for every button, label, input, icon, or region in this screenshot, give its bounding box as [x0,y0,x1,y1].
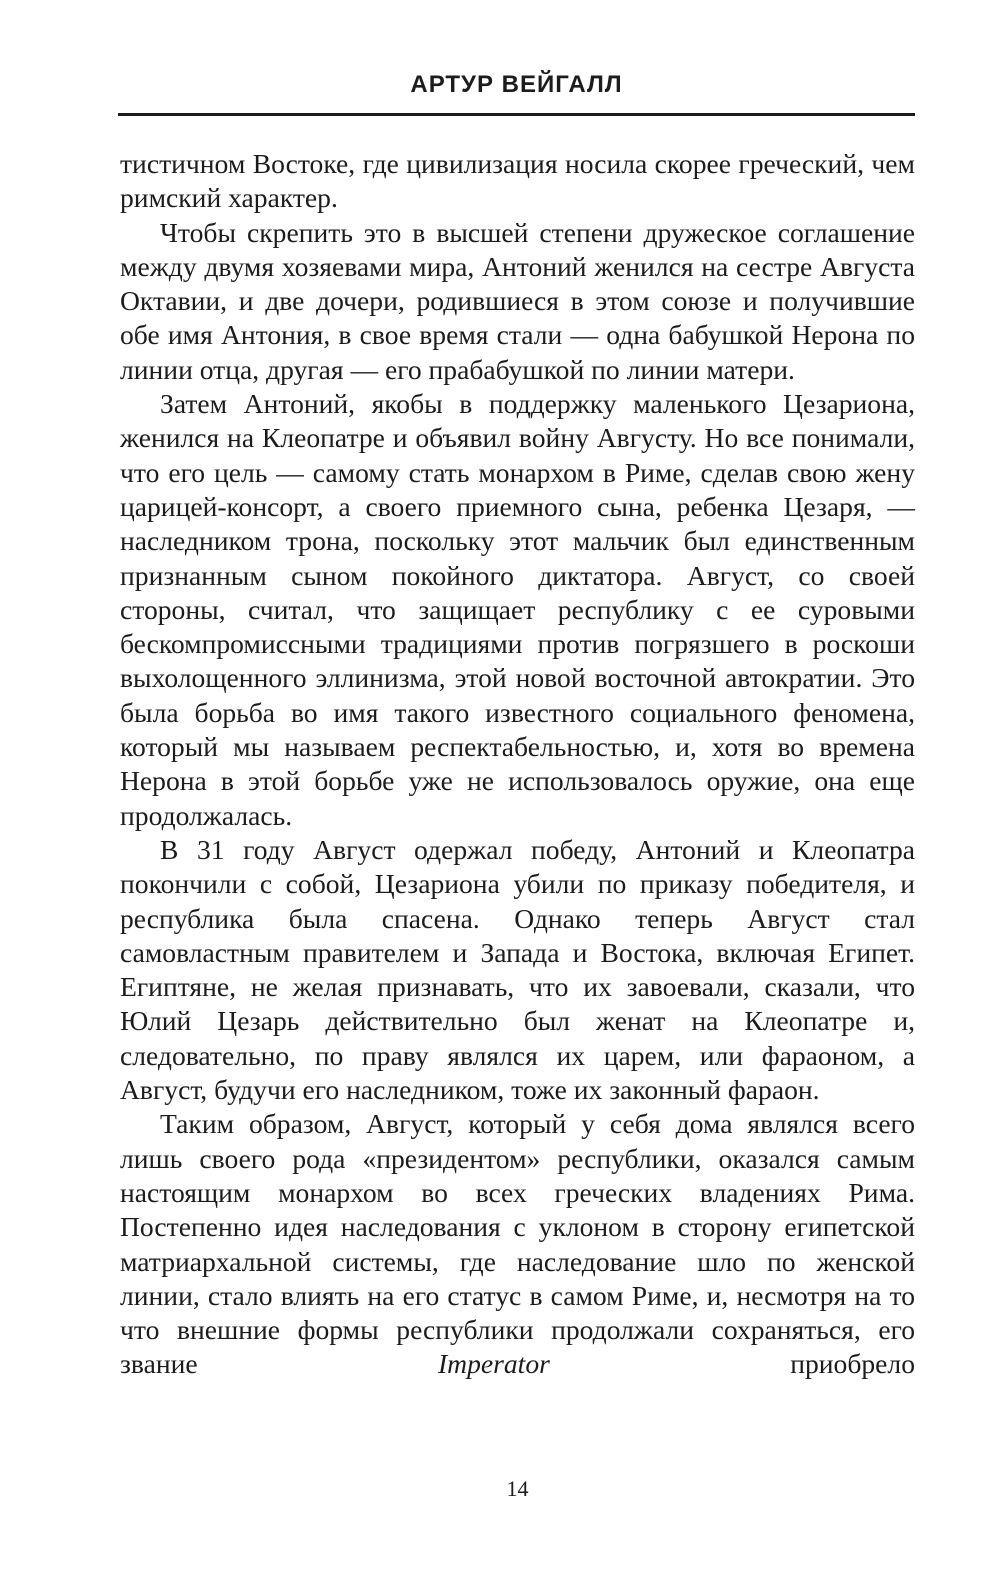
page-number: 14 [506,1476,529,1501]
running-head: АРТУР ВЕЙГАЛЛ [410,71,623,98]
paragraph-1: тистичном Востоке, где цивилизация носила скорее греческий, чем римский характер. [120,148,915,214]
header-rule [118,113,915,116]
paragraph-5-end: приобрело [549,1348,915,1380]
paragraph-5 [120,1107,915,1381]
paragraph-2: Чтобы скрепить это в высшей степени дружеское соглашение между двумя хозяевами мира, Антоний женился на сестре Августа Октавии, и две дочери, родившиеся в этом союзе и получившие обе имя Антония, в свое время стали — одна бабушкой Нерона по линии отца, другая — его прабабушкой по линии матери. [120,216,915,385]
body-text [120,147,915,1382]
paragraph-5-italic-term: Imperator [437,1348,550,1380]
paragraph-4: В 31 году Август одержал победу, Антоний и Клеопатра покончили с собой, Цезариона убили по приказу победителя, и республика была спасена. Однако теперь Август стал самовластным правителем и Запада и Востока, включая Египет. Египтяне, не желая признавать, что их завоевали, сказали, что Юлий Цезарь действительно был женат на Клеопатре и, следовательно, по праву являлся их царем, или фараоном, а Август, будучи его наследником, тоже их законный фараон. [120,833,915,1106]
paragraph-5-text: Таким образом, Август, который у себя дома являлся всего лишь своего рода «президентом» республики, оказался самым настоящим монархом во всех греческих владениях Рима. Постепенно идея наследования с уклоном в сторону египетской матриархальной системы, где наследование шло по женской линии, стало влиять на его статус в самом Риме, и, несмотря на то что внешние формы республики продолжали сохраняться, его звание [120,1108,915,1380]
paragraph-3: Затем Антоний, якобы в поддержку маленького Цезариона, женился на Клеопатре и объявил войну Августу. Но все понимали, что его цель — самому стать монархом в Риме, сделав свою жену царицей-консорт, а своего приемного сына, ребенка Цезаря, — наследником трона, поскольку этот мальчик был единственным признанным сыном покойного диктатора. Август, со своей стороны, считал, что защищает республику с ее суровыми бескомпромиссными традициями против погрязшего в роскоши выхолощенного эллинизма, этой новой восточной автократии. Это была борьба во имя такого известного социального феномена, который мы называем респектабельностью, и, хотя во времена Нерона в этой борьбе уже не использовалось оружие, она еще продолжалась. [120,388,915,831]
